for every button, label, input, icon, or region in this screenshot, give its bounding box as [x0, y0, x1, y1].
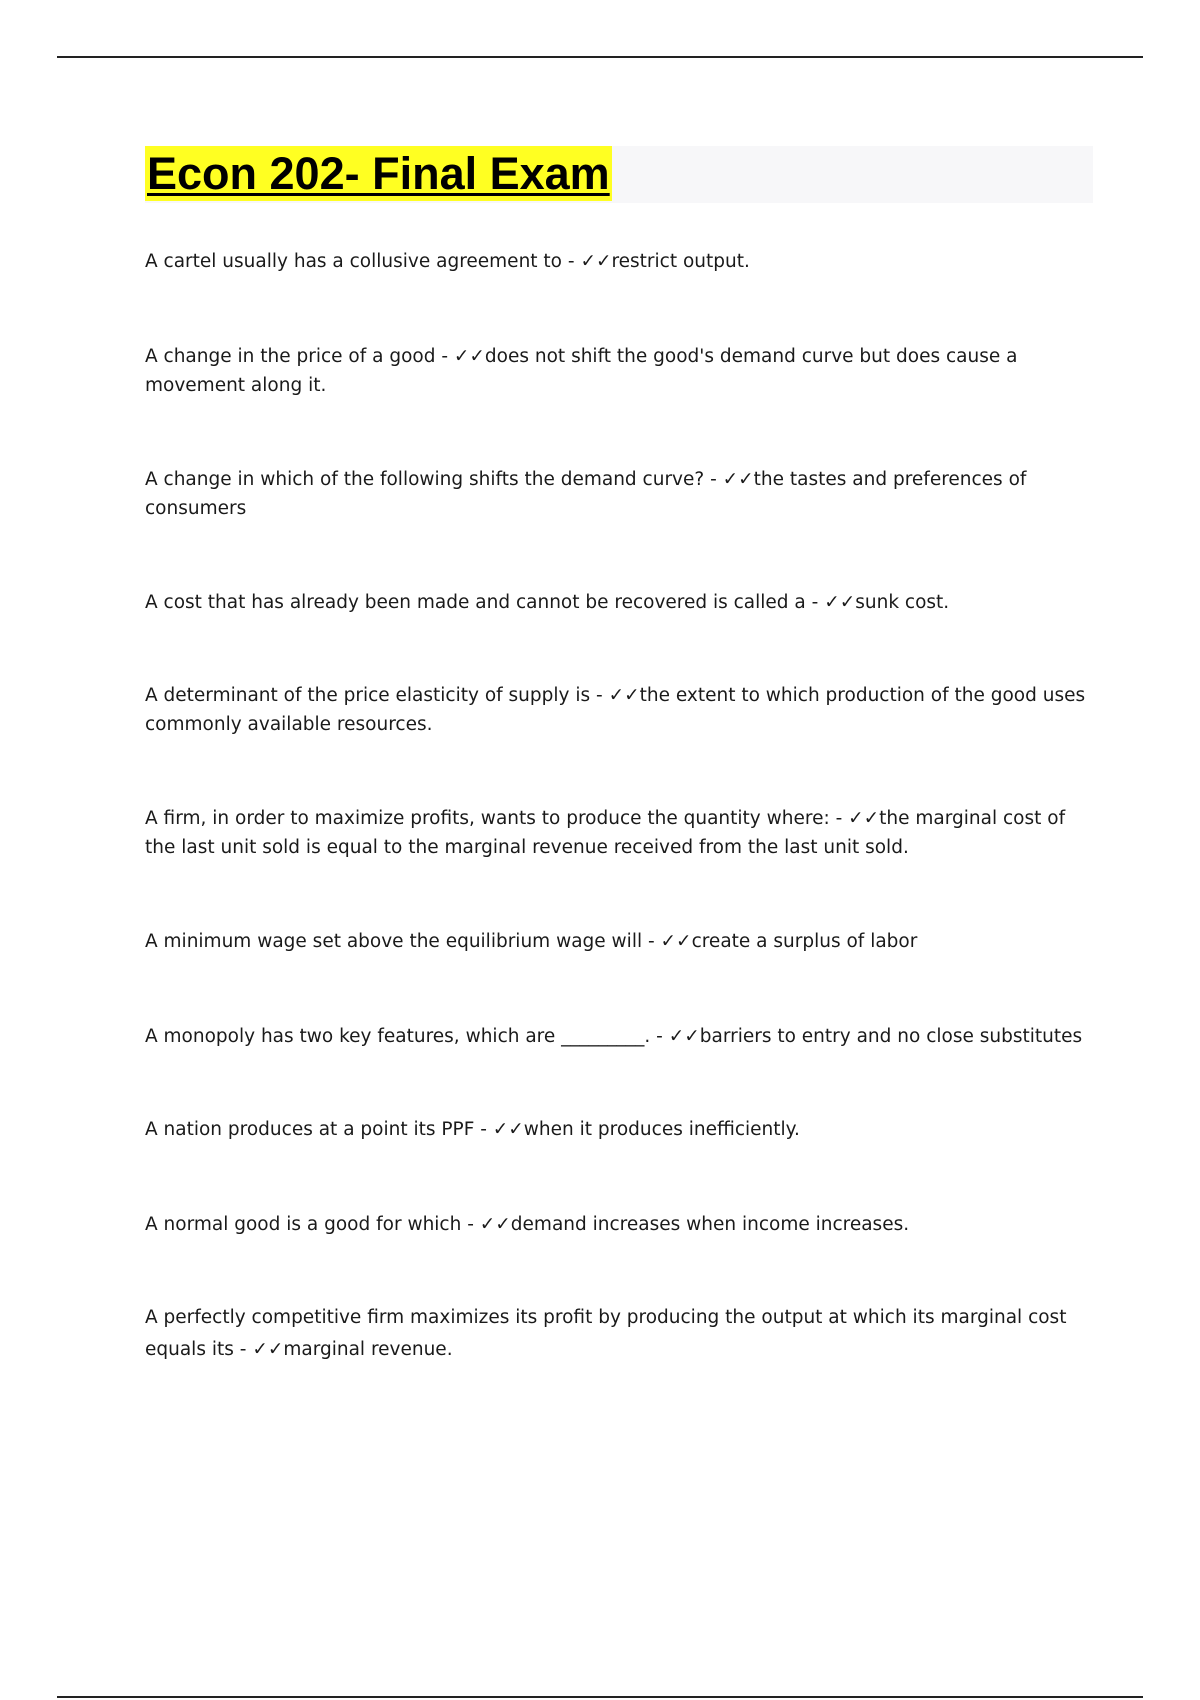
question-text: A nation produces at a point its PPF	[145, 1119, 475, 1140]
double-check-icon: ✓✓	[668, 1026, 700, 1047]
question-text: A perfectly competitive firm maximizes its profit by producing the output at which its marginal cost equals its	[145, 1307, 1067, 1360]
qa-item	[145, 247, 1095, 276]
answer-text: the tastes and preferences of consumers	[145, 469, 1027, 519]
qa-item	[145, 927, 1095, 956]
answer-text: the extent to which production of the good uses commonly available resources.	[145, 685, 1086, 735]
question-text: A cost that has already been made and cannot be recovered is called a	[145, 592, 806, 613]
qa-item	[145, 1210, 1095, 1239]
answer-text: does not shift the good's demand curve but does cause a movement along it.	[145, 346, 1018, 396]
bottom-rule	[57, 1696, 1143, 1698]
answer-text: restrict output.	[611, 251, 750, 272]
answer-text: barriers to entry and no close substitutes	[699, 1026, 1083, 1047]
separator: -	[704, 469, 723, 490]
separator: -	[435, 346, 454, 367]
answer-text: marginal revenue.	[283, 1339, 453, 1360]
double-check-icon: ✓✓	[453, 346, 485, 367]
separator: -	[233, 1339, 253, 1360]
separator: -	[642, 931, 661, 952]
separator: -	[805, 592, 825, 613]
question-text: A monopoly has two key features, which are _________.	[145, 1026, 651, 1047]
qa-item	[145, 1115, 1095, 1144]
separator: -	[829, 808, 849, 829]
double-check-icon: ✓✓	[492, 1119, 524, 1140]
separator: -	[650, 1026, 669, 1047]
answer-text: when it produces inefficiently.	[523, 1119, 800, 1140]
qa-item	[145, 465, 1095, 523]
separator: -	[590, 685, 609, 706]
qa-item	[145, 681, 1095, 739]
qa-item	[145, 1302, 1095, 1366]
answer-text: the marginal cost of the last unit sold is equal to the marginal revenue received from the last unit sold.	[145, 808, 1066, 858]
qa-item	[145, 342, 1095, 400]
double-check-icon: ✓✓	[252, 1339, 284, 1360]
qa-item	[145, 1022, 1095, 1051]
qa-item	[145, 804, 1095, 862]
double-check-icon: ✓✓	[608, 685, 640, 706]
separator: -	[562, 251, 581, 272]
question-text: A determinant of the price elasticity of supply is	[145, 685, 591, 706]
question-text: A change in which of the following shifts the demand curve?	[145, 469, 705, 490]
top-rule	[57, 56, 1143, 58]
question-text: A normal good is a good for which	[145, 1214, 462, 1235]
question-text: A change in the price of a good	[145, 346, 436, 367]
document-title: Econ 202- Final Exam	[147, 148, 610, 199]
question-text: A minimum wage set above the equilibrium wage will	[145, 931, 643, 952]
double-check-icon: ✓✓	[824, 592, 856, 613]
separator: -	[461, 1214, 480, 1235]
double-check-icon: ✓✓	[660, 931, 692, 952]
answer-text: demand increases when income increases.	[510, 1214, 910, 1235]
double-check-icon: ✓✓	[848, 808, 880, 829]
answer-text: sunk cost.	[855, 592, 950, 613]
double-check-icon: ✓✓	[722, 469, 754, 490]
separator: -	[474, 1119, 493, 1140]
question-text: A firm, in order to maximize profits, wants to produce the quantity where:	[145, 808, 830, 829]
double-check-icon: ✓✓	[580, 251, 612, 272]
double-check-icon: ✓✓	[479, 1214, 511, 1235]
qa-item	[145, 588, 1095, 617]
question-text: A cartel usually has a collusive agreement to	[145, 251, 562, 272]
answer-text: create a surplus of labor	[691, 931, 918, 952]
